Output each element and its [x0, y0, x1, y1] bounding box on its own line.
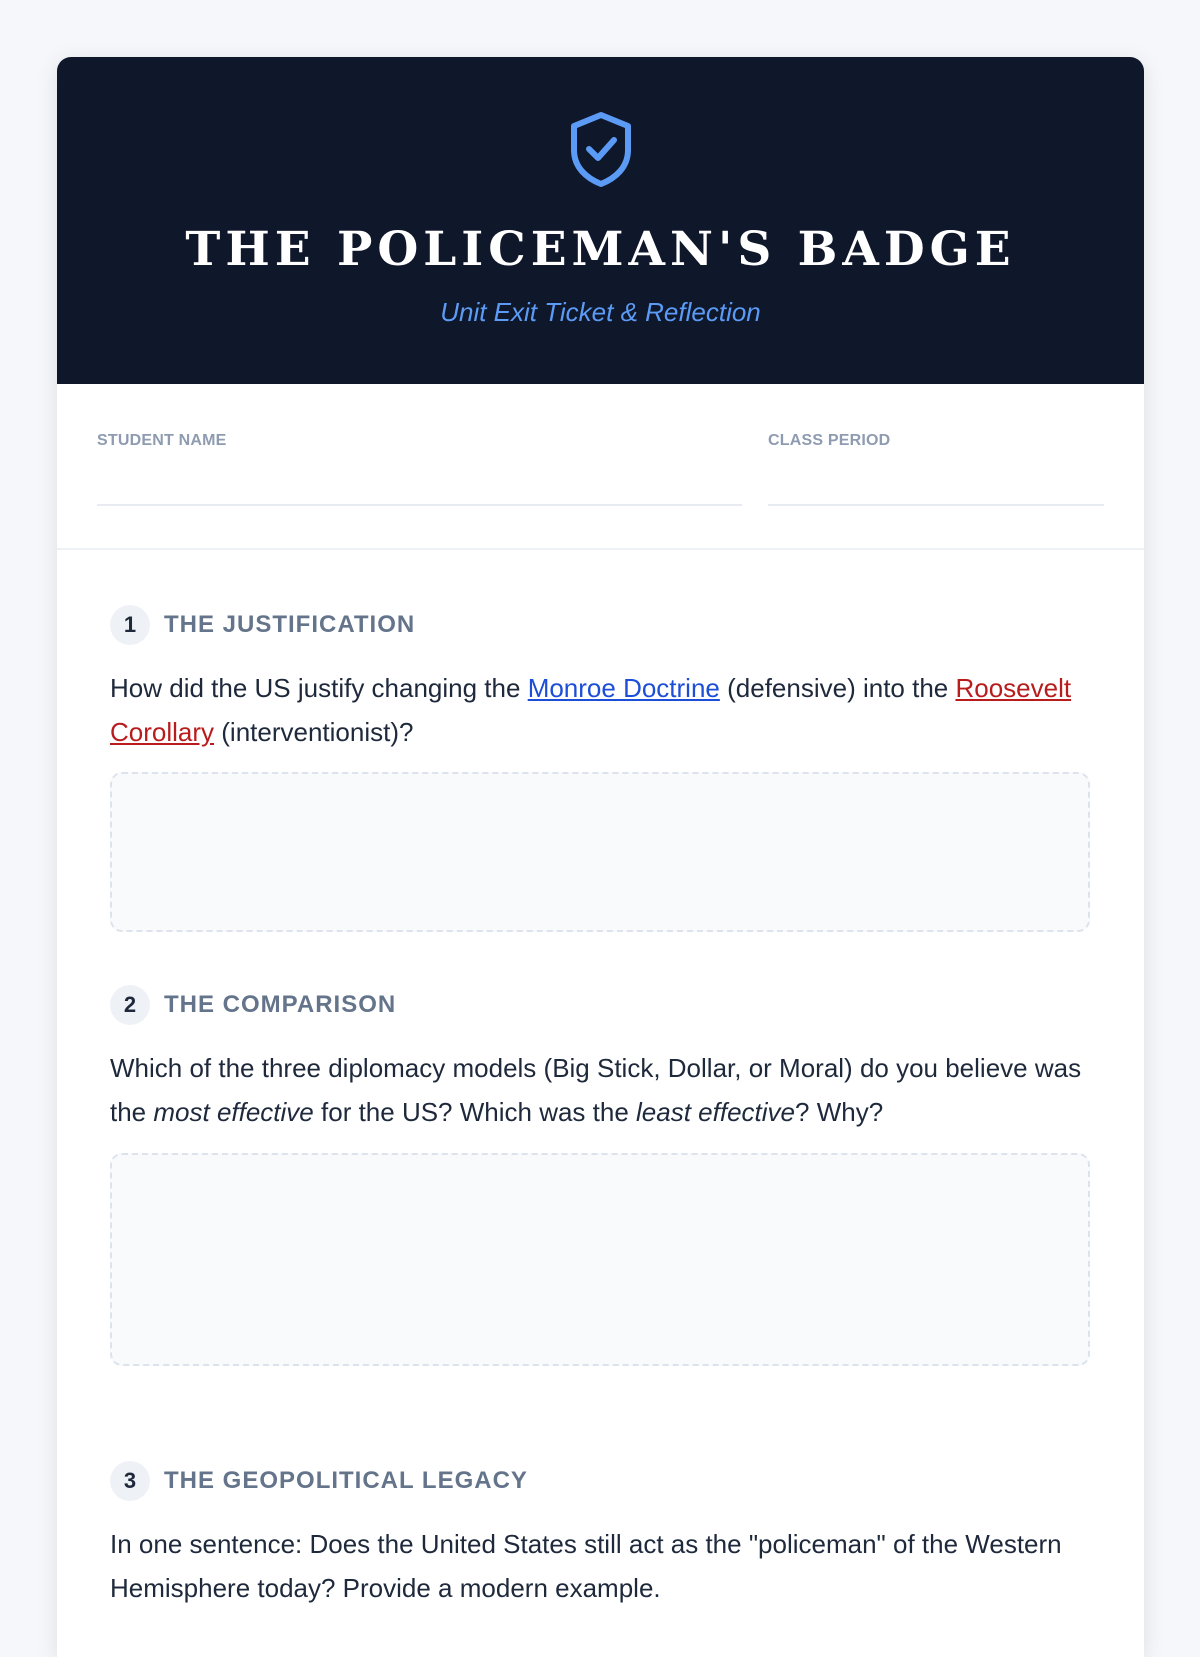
- roosevelt-corollary-link[interactable]: Roosevelt Corollary: [110, 673, 1072, 747]
- student-name-field[interactable]: [97, 504, 742, 506]
- question-text: [110, 1522, 1090, 1610]
- question-number-badge: 3: [110, 1461, 150, 1501]
- class-period-field[interactable]: [768, 504, 1104, 506]
- header-banner: [57, 57, 1144, 384]
- student-name-label: STUDENT NAME: [97, 432, 227, 449]
- page-title: THE POLICEMAN'S BADGE: [185, 222, 1016, 277]
- question-text-part: (interventionist)?: [214, 717, 414, 747]
- question-section-3: [110, 1461, 1090, 1610]
- question-text: [110, 1046, 1090, 1134]
- exit-ticket-card: [57, 57, 1144, 1657]
- question-number-badge: 2: [110, 985, 150, 1025]
- section-title: THE JUSTIFICATION: [164, 611, 416, 638]
- section-header: [110, 605, 1090, 645]
- section-title: THE GEOPOLITICAL LEGACY: [164, 1467, 528, 1494]
- question-section-2: [110, 985, 1090, 1366]
- student-info-row: [57, 384, 1144, 550]
- answer-box-1[interactable]: [110, 772, 1090, 932]
- shield-check-icon: [567, 110, 635, 188]
- emphasis-most-effective: most effective: [153, 1097, 314, 1127]
- question-text-part: In one sentence: Does the United States still act as the "policeman" of the Western Hemisphere today? Provide a modern example.: [110, 1529, 1062, 1603]
- section-header: [110, 985, 1090, 1025]
- monroe-doctrine-link[interactable]: Monroe Doctrine: [527, 673, 720, 703]
- question-number-badge: 1: [110, 605, 150, 645]
- class-period-label: CLASS PERIOD: [768, 432, 891, 449]
- question-text-part: for the US? Which was the: [313, 1097, 637, 1127]
- page-subtitle: Unit Exit Ticket & Reflection: [440, 297, 761, 327]
- answer-box-2[interactable]: [110, 1153, 1090, 1366]
- question-text-part: How did the US justify changing the: [110, 673, 528, 703]
- question-text-part: Which of the three diplomacy models (Big Stick, Dollar, or Moral) do you believe was the: [110, 1053, 1082, 1127]
- question-text-part: (defensive) into the: [719, 673, 956, 703]
- emphasis-least-effective: least effective: [636, 1097, 796, 1127]
- section-title: THE COMPARISON: [164, 991, 397, 1018]
- question-text: [110, 666, 1090, 754]
- section-header: [110, 1461, 1090, 1501]
- question-text-part: ? Why?: [795, 1097, 884, 1127]
- question-section-1: [110, 605, 1090, 932]
